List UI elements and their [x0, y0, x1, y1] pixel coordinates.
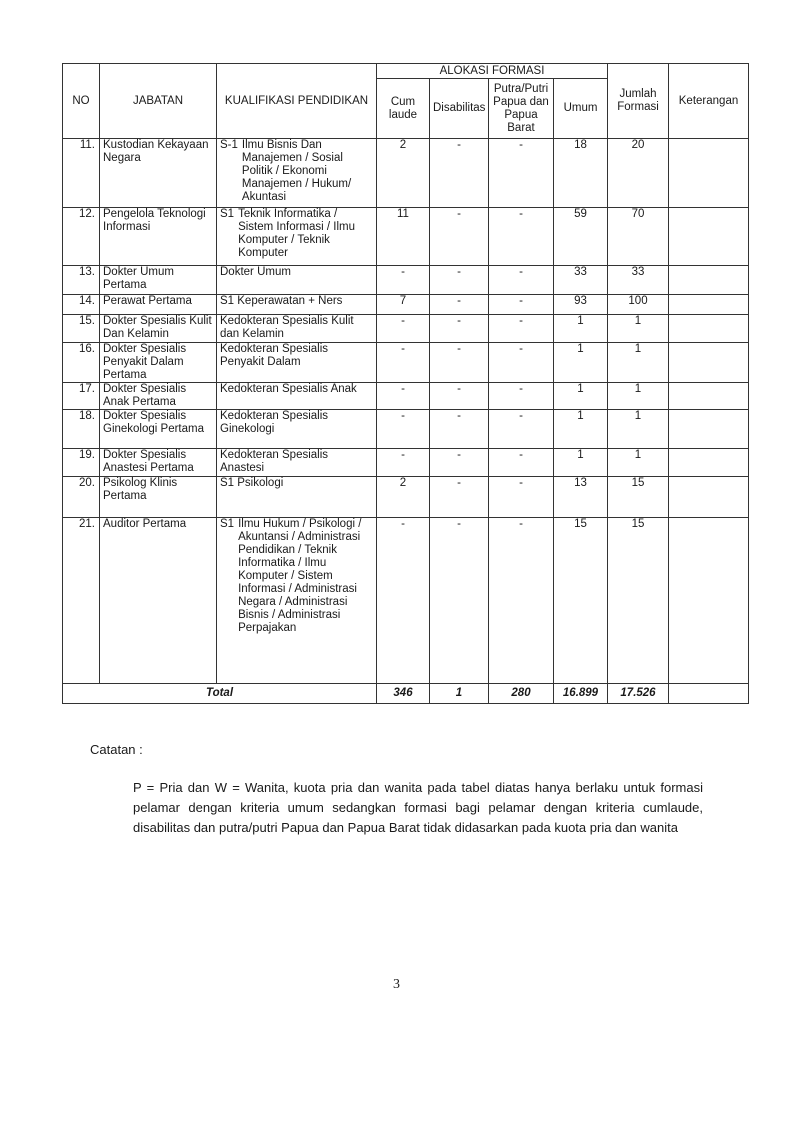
- row-umum: 33: [554, 266, 608, 295]
- row-jumlah: 1: [608, 383, 669, 410]
- row-jabatan: Auditor Pertama: [100, 518, 217, 684]
- row-no: 20.: [63, 477, 100, 518]
- total-label: Total: [63, 684, 377, 704]
- row-jumlah: 1: [608, 410, 669, 449]
- row-cumlaude: 11: [377, 208, 430, 266]
- row-cumlaude: -: [377, 343, 430, 383]
- header-keterangan: Keterangan: [669, 64, 749, 139]
- row-papua: -: [489, 410, 554, 449]
- row-kualifikasi-text: Teknik Informatika / Sistem Informasi / Ilmu Komputer / Teknik Komputer: [238, 208, 356, 259]
- row-cumlaude: -: [377, 449, 430, 477]
- row-cumlaude: -: [377, 266, 430, 295]
- row-kualifikasi-prefix: S1: [220, 208, 235, 220]
- header-disabilitas: Disabilitas: [430, 79, 489, 139]
- row-keterangan: [669, 477, 749, 518]
- row-disabilitas: -: [430, 449, 489, 477]
- table-row: [63, 315, 749, 343]
- row-cumlaude: 2: [377, 139, 430, 208]
- row-no: 16.: [63, 343, 100, 383]
- table-header: [63, 64, 749, 139]
- row-kualifikasi: [217, 518, 377, 684]
- catatan-note: P = Pria dan W = Wanita, kuota pria dan wanita pada tabel diatas hanya berlaku untuk formasi pelamar dengan kriteria umum sedangkan formasi bagi pelamar dengan kriteria cumlaude, disabilitas dan putra/putri Papua dan Papua Barat tidak didasarkan pada kuota pria dan wanita: [133, 780, 703, 835]
- row-jabatan: Pengelola Teknologi Informasi: [100, 208, 217, 266]
- row-kualifikasi: [217, 208, 377, 266]
- row-kualifikasi: [217, 383, 377, 410]
- row-jabatan: Dokter Spesialis Anastesi Pertama: [100, 449, 217, 477]
- row-umum: 1: [554, 343, 608, 383]
- total-jumlah: 17.526: [608, 684, 669, 704]
- row-jumlah: 15: [608, 477, 669, 518]
- header-jumlah-formasi: Jumlah Formasi: [608, 64, 669, 139]
- row-kualifikasi: [217, 295, 377, 315]
- row-papua: -: [489, 139, 554, 208]
- table-row: [63, 208, 749, 266]
- row-umum: 93: [554, 295, 608, 315]
- row-cumlaude: 2: [377, 477, 430, 518]
- table-row: [63, 449, 749, 477]
- row-no: 11.: [63, 139, 100, 208]
- row-jabatan: Dokter Spesialis Kulit Dan Kelamin: [100, 315, 217, 343]
- row-papua: -: [489, 518, 554, 684]
- row-kualifikasi-text: Kedokteran Spesialis Anak: [220, 383, 357, 395]
- row-umum: 1: [554, 449, 608, 477]
- row-keterangan: [669, 383, 749, 410]
- row-jumlah: 100: [608, 295, 669, 315]
- table-row: [63, 343, 749, 383]
- row-keterangan: [669, 410, 749, 449]
- row-kualifikasi-text: S1 Keperawatan + Ners: [220, 295, 343, 307]
- row-keterangan: [669, 518, 749, 684]
- row-kualifikasi: [217, 449, 377, 477]
- row-kualifikasi-text: Ilmu Hukum / Psikologi / Akuntansi / Administrasi Pendidikan / Teknik Informatika / Ilmu Komputer / Sistem Informasi / Administrasi Negara / Administrasi Bisnis / Administrasi Perpajakan: [238, 518, 362, 634]
- row-jabatan: Dokter Umum Pertama: [100, 266, 217, 295]
- row-papua: -: [489, 343, 554, 383]
- table-row: [63, 518, 749, 684]
- row-no: 15.: [63, 315, 100, 343]
- row-no: 19.: [63, 449, 100, 477]
- row-no: 21.: [63, 518, 100, 684]
- row-umum: 1: [554, 410, 608, 449]
- row-kualifikasi: [217, 410, 377, 449]
- row-jumlah: 70: [608, 208, 669, 266]
- header-cumlaude: Cum laude: [377, 79, 430, 139]
- row-cumlaude: -: [377, 315, 430, 343]
- row-kualifikasi: [217, 343, 377, 383]
- row-cumlaude: -: [377, 383, 430, 410]
- row-disabilitas: -: [430, 266, 489, 295]
- row-kualifikasi: [217, 139, 377, 208]
- row-jabatan: Kustodian Kekayaan Negara: [100, 139, 217, 208]
- row-jumlah: 1: [608, 315, 669, 343]
- row-kualifikasi-text: Kedokteran Spesialis Anastesi: [220, 449, 329, 474]
- page-number: 3: [393, 977, 400, 992]
- total-papua: 280: [489, 684, 554, 704]
- row-umum: 1: [554, 315, 608, 343]
- header-alokasi-formasi: ALOKASI FORMASI: [377, 64, 608, 79]
- row-jabatan: Perawat Pertama: [100, 295, 217, 315]
- row-umum: 1: [554, 383, 608, 410]
- row-umum: 13: [554, 477, 608, 518]
- row-kualifikasi-prefix: S-1: [220, 139, 238, 151]
- row-keterangan: [669, 343, 749, 383]
- row-no: 17.: [63, 383, 100, 410]
- row-umum: 18: [554, 139, 608, 208]
- row-papua: -: [489, 383, 554, 410]
- table-row: [63, 139, 749, 208]
- total-umum: 16.899: [554, 684, 608, 704]
- row-kualifikasi-text: Dokter Umum: [220, 266, 291, 278]
- row-disabilitas: -: [430, 295, 489, 315]
- row-jumlah: 33: [608, 266, 669, 295]
- header-jabatan: JABATAN: [100, 64, 217, 139]
- row-umum: 59: [554, 208, 608, 266]
- row-no: 18.: [63, 410, 100, 449]
- row-kualifikasi: [217, 477, 377, 518]
- header-papua: Putra/Putri Papua dan Papua Barat: [489, 79, 554, 139]
- row-disabilitas: -: [430, 410, 489, 449]
- table-row: [63, 266, 749, 295]
- row-kualifikasi: [217, 315, 377, 343]
- header-kualifikasi: KUALIFIKASI PENDIDIKAN: [217, 64, 377, 139]
- row-kualifikasi-text: Ilmu Bisnis Dan Manajemen / Sosial Politik / Ekonomi Manajemen / Hukum/ Akuntasi: [241, 139, 352, 203]
- table-row: [63, 477, 749, 518]
- row-disabilitas: -: [430, 139, 489, 208]
- row-umum: 15: [554, 518, 608, 684]
- row-papua: -: [489, 266, 554, 295]
- row-jabatan: Dokter Spesialis Ginekologi Pertama: [100, 410, 217, 449]
- row-disabilitas: -: [430, 315, 489, 343]
- row-disabilitas: -: [430, 477, 489, 518]
- row-disabilitas: -: [430, 383, 489, 410]
- table-body: [63, 139, 749, 684]
- total-keterangan: [669, 684, 749, 704]
- row-jabatan: Psikolog Klinis Pertama: [100, 477, 217, 518]
- header-no: NO: [63, 64, 100, 139]
- row-keterangan: [669, 449, 749, 477]
- row-jumlah: 1: [608, 449, 669, 477]
- row-jumlah: 15: [608, 518, 669, 684]
- row-keterangan: [669, 139, 749, 208]
- row-papua: -: [489, 449, 554, 477]
- row-no: 13.: [63, 266, 100, 295]
- row-cumlaude: 7: [377, 295, 430, 315]
- table-row: [63, 295, 749, 315]
- row-jabatan: Dokter Spesialis Penyakit Dalam Pertama: [100, 343, 217, 383]
- row-disabilitas: -: [430, 518, 489, 684]
- row-jumlah: 1: [608, 343, 669, 383]
- catatan-label: Catatan :: [90, 742, 143, 757]
- row-cumlaude: -: [377, 410, 430, 449]
- row-disabilitas: -: [430, 208, 489, 266]
- total-cumlaude: 346: [377, 684, 430, 704]
- table-row: [63, 383, 749, 410]
- row-kualifikasi-text: Kedokteran Spesialis Ginekologi: [220, 410, 329, 435]
- row-papua: -: [489, 477, 554, 518]
- row-disabilitas: -: [430, 343, 489, 383]
- header-umum: Umum: [554, 79, 608, 139]
- row-no: 12.: [63, 208, 100, 266]
- row-jumlah: 20: [608, 139, 669, 208]
- row-keterangan: [669, 315, 749, 343]
- row-kualifikasi-text: Kedokteran Spesialis Kulit dan Kelamin: [220, 315, 354, 340]
- row-no: 14.: [63, 295, 100, 315]
- row-kualifikasi: [217, 266, 377, 295]
- row-kualifikasi-prefix: S1: [220, 518, 235, 530]
- row-keterangan: [669, 266, 749, 295]
- row-papua: -: [489, 295, 554, 315]
- formasi-table: [62, 63, 749, 704]
- row-keterangan: [669, 208, 749, 266]
- row-keterangan: [669, 295, 749, 315]
- row-jabatan: Dokter Spesialis Anak Pertama: [100, 383, 217, 410]
- row-kualifikasi-text: Kedokteran Spesialis Penyakit Dalam: [220, 343, 329, 368]
- total-disabilitas: 1: [430, 684, 489, 704]
- table-row: [63, 410, 749, 449]
- total-row: [63, 684, 749, 704]
- row-kualifikasi-text: S1 Psikologi: [220, 477, 284, 489]
- row-papua: -: [489, 208, 554, 266]
- row-cumlaude: -: [377, 518, 430, 684]
- row-papua: -: [489, 315, 554, 343]
